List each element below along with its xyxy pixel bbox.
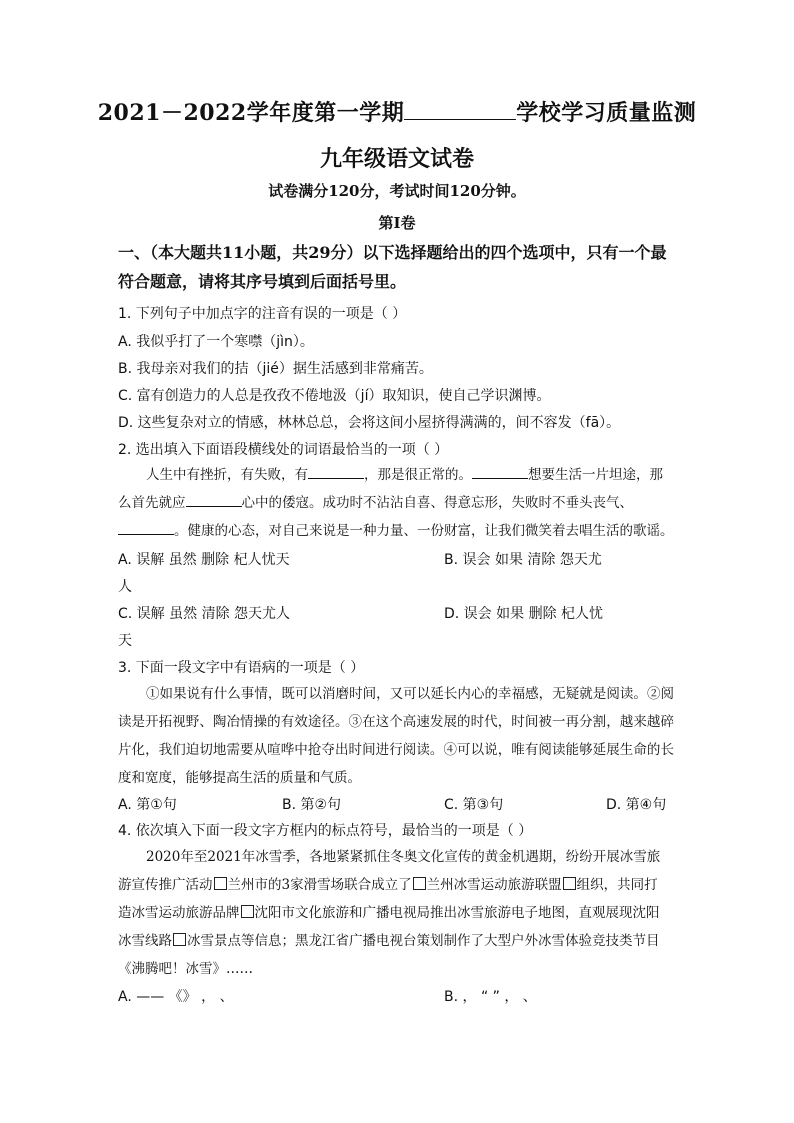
q3-option-c: C. 第③句 xyxy=(444,797,504,813)
q2-option-a: A. 误解 虽然 删除 杞人忧天 xyxy=(118,552,290,568)
q2-blank-3 xyxy=(186,492,242,507)
q2-option-d: D. 误会 如果 删除 杞人忧 xyxy=(444,606,604,622)
q2-passage-line1 xyxy=(118,461,674,489)
q4-text: 冰雪线路 xyxy=(118,933,172,949)
q2-passage-line2 xyxy=(118,489,674,517)
q3-option-a: A. 第①句 xyxy=(118,797,177,813)
q1-stem: 1. 下列句子中加点字的注音有误的一项是（ ） xyxy=(118,306,407,322)
q4-text: 造冰雪运动旅游品牌 xyxy=(118,905,240,921)
q4-text: 兰州冰雪运动旅游联盟 xyxy=(426,877,562,893)
q2-option-d-wrap: 天 xyxy=(118,633,132,649)
q4-passage xyxy=(118,843,674,983)
punctuation-box-2 xyxy=(413,877,426,890)
q2-text: 么首先就应 xyxy=(118,495,186,511)
q3-option-d: D. 第④句 xyxy=(606,797,667,813)
q2-option-b: B. 误会 如果 清除 怨天尤 xyxy=(444,552,602,568)
q4-passage-line3 xyxy=(118,899,674,927)
q4-option-a: A. —— 《》 ， 、 xyxy=(118,989,234,1005)
q2-text: 人生中有挫折，有失败，有 xyxy=(146,467,308,483)
q1-option-b: B. 我母亲对我们的拮（jié）据生活感到非常痛苦。 xyxy=(118,361,433,377)
q1-option-d: D. 这些复杂对立的情感，林林总总，会将这间小屋挤得满满的，间不容发（fā）。 xyxy=(118,415,621,431)
title-school-monitor: 学校学习质量监测 xyxy=(516,100,697,126)
q4-stem: 4. 依次填入下面一段文字方框内的标点符号，最恰当的一项是（ ） xyxy=(118,823,533,839)
q4-text: 沈阳市文化旅游和广播电视局推出冰雪旅游电子地图，直观展现沈阳 xyxy=(254,905,660,921)
q4-option-b: B. ， “ ” ， 、 xyxy=(444,989,537,1005)
exam-title xyxy=(0,96,794,127)
punctuation-box-5 xyxy=(173,933,186,946)
section1-heading-line1: 一、（本大题共11小题，共29分）以下选择题给出的四个选项中，只有一个最 xyxy=(118,243,667,262)
q2-blank-2 xyxy=(472,464,528,479)
q2-text: 想要生活一片坦途，那 xyxy=(528,467,663,483)
q4-text: 兰州市的3家滑雪场联合成立了 xyxy=(227,877,412,893)
section1-heading-line2: 符合题意，请将其序号填到后面括号里。 xyxy=(118,272,407,291)
q4-passage-line4 xyxy=(118,927,674,955)
q2-blank-1 xyxy=(308,464,364,479)
school-name-blank xyxy=(404,99,516,120)
q1-option-a: A. 我似乎打了一个寒噤（jìn）。 xyxy=(118,334,314,350)
q4-text: 冰雪景点等信息；黑龙江省广播电视台策划制作了大型户外冰雪体验竞技类节目 xyxy=(187,933,660,949)
exam-subtitle-grade: 九年级语文试卷 xyxy=(319,146,474,172)
q4-passage-line2 xyxy=(118,871,674,899)
q3-option-b: B. 第②句 xyxy=(282,797,342,813)
q2-option-b-wrap: 人 xyxy=(118,579,132,595)
punctuation-box-1 xyxy=(214,877,227,890)
volume-label: 第Ⅰ卷 xyxy=(378,214,416,232)
exam-instructions: 试卷满分120分，考试时间120分钟。 xyxy=(268,182,526,200)
q2-passage-line3 xyxy=(118,517,674,545)
q4-passage-line1: 2020年至2021年冰雪季，各地紧紧抓住冬奥文化宣传的黄金机遇期，纷纷开展冰雪旅 xyxy=(146,849,661,865)
q1-option-c: C. 富有创造力的人总是孜孜不倦地汲（jí）取知识，使自己学识渊博。 xyxy=(118,388,551,404)
q3-stem: 3. 下面一段文字中有语病的一项是（ ） xyxy=(118,660,365,676)
q4-passage-line5: 《沸腾吧！冰雪》…… xyxy=(118,961,253,977)
punctuation-box-4 xyxy=(241,905,254,918)
title-year-term: 2021－2022学年度第一学期 xyxy=(97,100,405,126)
q4-text: 游宣传推广活动 xyxy=(118,877,213,893)
q2-text: 。健康的心态，对自己来说是一种力量、一份财富，让我们微笑着去唱生活的歌谣。 xyxy=(174,523,674,539)
q2-stem: 2. 选出填入下面语段横线处的词语最恰当的一项（ ） xyxy=(118,442,449,458)
q2-text: ，那是很正常的。 xyxy=(364,467,472,483)
q2-option-c: C. 误解 虽然 清除 怨天尤人 xyxy=(118,606,291,622)
section1-heading xyxy=(118,238,678,296)
q4-text: 组织，共同打 xyxy=(576,877,658,893)
q2-blank-4 xyxy=(118,520,174,535)
q2-text: 心中的倭寇。成功时不沾沾自喜、得意忘形，失败时不垂头丧气、 xyxy=(241,495,633,511)
punctuation-box-3 xyxy=(563,877,576,890)
q3-passage: ①如果说有什么事情，既可以消磨时间，又可以延长内心的幸福感，无疑就是阅读。②阅读是开拓视野、陶冶情操的有效途径。③在这个高速发展的时代，时间被一再分割，越来越碎片化，我们迫切地需要从喧哗中抢夺出时间进行阅读。④可以说，唯有阅读能够延展生命的长度和宽度，能够提高生活的质量和气质。 xyxy=(118,686,674,786)
q2-passage xyxy=(118,461,674,545)
